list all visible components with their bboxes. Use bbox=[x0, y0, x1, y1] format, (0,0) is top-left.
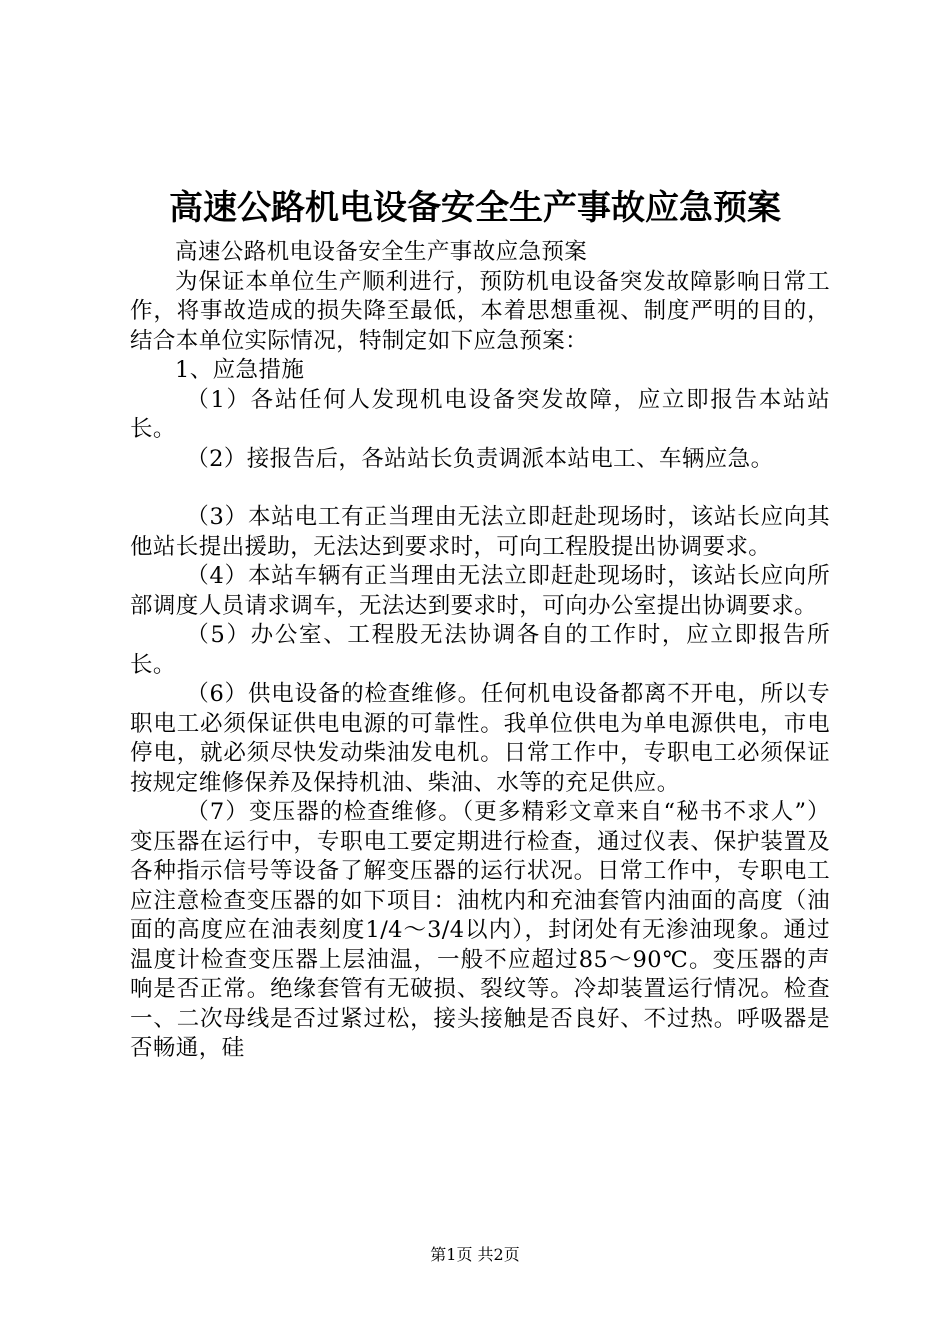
list-item: （2）接报告后，各站站长负责调派本站电工、车辆应急。 bbox=[186, 445, 774, 472]
page-title: 高速公路机电设备安全生产事故应急预案 bbox=[169, 188, 781, 228]
list-item: （3）本站电工有正当理由无法立即赶赴现场时，该站长应向其他站长提出援助，无法达到要求时，可向工程股提出协调要求。 bbox=[130, 504, 830, 560]
intro-paragraph: 为保证本单位生产顺利进行，预防机电设备突发故障影响日常工作，将事故造成的损失降至最低，本着思想重视、制度严明的目的，结合本单位实际情况，特制定如下应急预案： bbox=[130, 268, 830, 354]
list-item: （7）变压器的检查维修。（更多精彩文章来自“秘书不求人”）变压器在运行中，专职电工要定期进行检查，通过仪表、保护装置及各种指示信号等设备了解变压器的运行状况。日常工作中，专职电工应注意检查变压器的如下项目：油枕内和充油套管内油面的高度（油面的高度应在油表刻度1/4～3/4以内），封闭处有无渗油现象。通过温度计检查变压器上层油温，一般不应超过85～90℃。变压器的声响是否正常。绝缘套管有无破损、裂纹等。冷却装置运行情况。检查一、二次母线是否过紧过松，接头接触是否良好、不过热。呼吸器是否畅通，硅 bbox=[130, 799, 830, 1061]
section-heading: 1、应急措施 bbox=[175, 357, 305, 383]
document-subtitle: 高速公路机电设备安全生产事故应急预案 bbox=[175, 239, 588, 265]
list-item: （6）供电设备的检查维修。任何机电设备都离不开电，所以专职电工必须保证供电电源的可靠性。我单位供电为单电源供电，市电停电，就必须尽快发动柴油发电机。日常工作中，专职电工必须保证按规定维修保养及保持机油、柴油、水等的充足供应。 bbox=[130, 681, 830, 796]
document-body bbox=[130, 238, 830, 1064]
list-item: （5）办公室、工程股无法协调各自的工作时，应立即报告所长。 bbox=[130, 622, 830, 678]
list-item: （1）各站任何人发现机电设备突发故障，应立即报告本站站长。 bbox=[130, 386, 830, 442]
page-footer: 第1页 共2页 bbox=[430, 1245, 520, 1264]
list-item: （4）本站车辆有正当理由无法立即赶赴现场时，该站长应向所部调度人员请求调车，无法达到要求时，可向办公室提出协调要求。 bbox=[130, 563, 830, 619]
